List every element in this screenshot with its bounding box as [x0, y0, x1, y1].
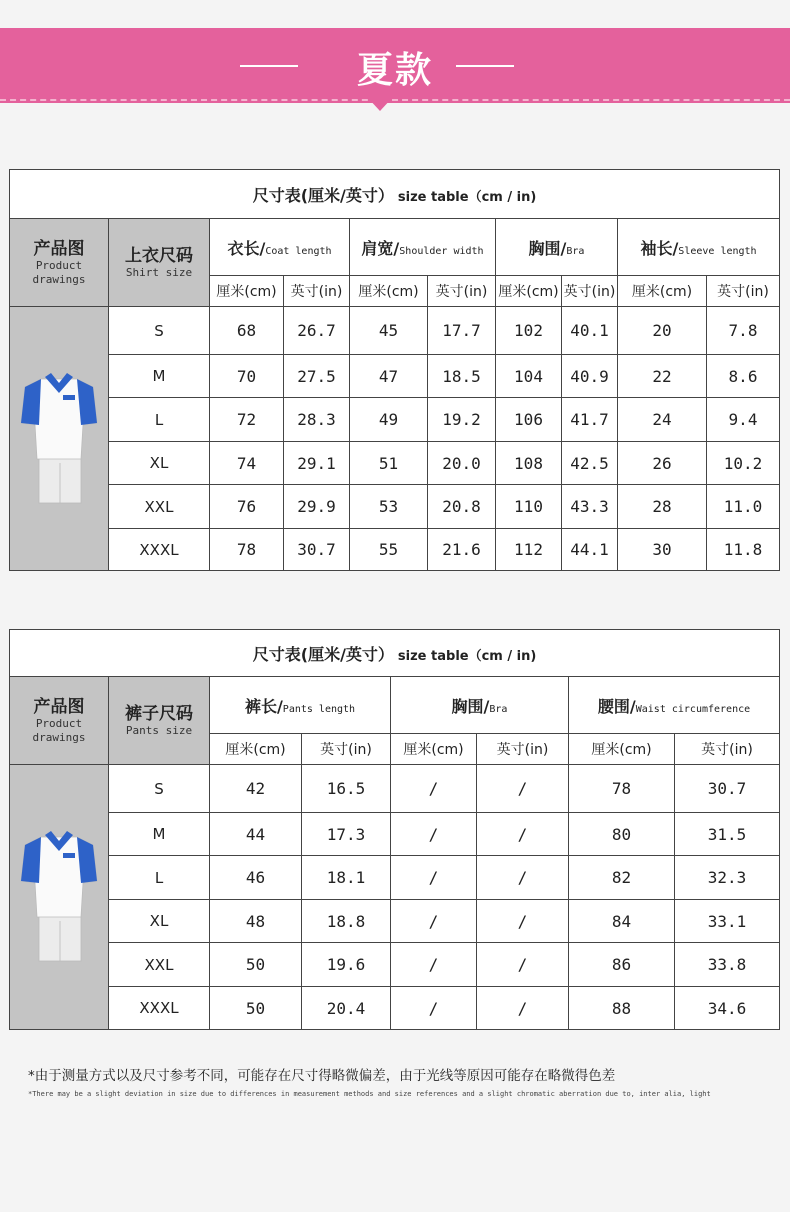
table-title — [10, 170, 780, 219]
product-image-cell — [10, 307, 109, 571]
table-cell: / — [391, 856, 477, 900]
size-label-zh: 上衣尺码 — [125, 245, 193, 266]
shoulder-width-header: 肩宽/Shoulder width — [350, 219, 496, 276]
table-cell: 34.6 — [675, 987, 780, 1030]
table-cell: 30.7 — [675, 765, 780, 813]
table-cell: 21.6 — [428, 529, 496, 571]
size-m: M — [109, 813, 210, 856]
table-cell: 30.7 — [284, 529, 350, 571]
table-cell: 32.3 — [675, 856, 780, 900]
table-cell: 74 — [210, 442, 284, 485]
table-cell: 76 — [210, 485, 284, 529]
table-cell: 49 — [350, 398, 428, 442]
table-cell: 48 — [210, 900, 302, 943]
product-header — [10, 219, 109, 307]
table-cell: 31.5 — [675, 813, 780, 856]
table-cell: 80 — [569, 813, 675, 856]
table-title-en: size table（cm / in) — [397, 189, 537, 205]
table-cell: / — [391, 943, 477, 987]
unit-in: 英寸(in) — [302, 734, 391, 765]
table-cell: 10.2 — [707, 442, 780, 485]
table-cell: 11.8 — [707, 529, 780, 571]
table-cell: 43.3 — [562, 485, 618, 529]
table-cell: 17.7 — [428, 307, 496, 355]
unit-in: 英寸(in) — [477, 734, 569, 765]
table-cell: 44.1 — [562, 529, 618, 571]
table-cell: 108 — [496, 442, 562, 485]
product-label-zh: 产品图 — [33, 238, 85, 259]
size-s: S — [109, 307, 210, 355]
size-xxl: XXL — [109, 485, 210, 529]
table-cell: 50 — [210, 987, 302, 1030]
size-xxxl: XXXL — [109, 529, 210, 571]
table-cell: / — [477, 813, 569, 856]
table-cell: 102 — [496, 307, 562, 355]
unit-in: 英寸(in) — [284, 276, 350, 307]
table-cell: 86 — [569, 943, 675, 987]
table-cell: 72 — [210, 398, 284, 442]
table-cell: 18.8 — [302, 900, 391, 943]
pants-size-table — [9, 629, 780, 1030]
table-cell: 51 — [350, 442, 428, 485]
table-cell: 44 — [210, 813, 302, 856]
table-cell: 8.6 — [707, 355, 780, 398]
unit-in: 英寸(in) — [675, 734, 780, 765]
table-cell: / — [477, 943, 569, 987]
disclaimer-zh: *由于测量方式以及尺寸参考不同，可能存在尺寸得略微偏差，由于光线等原因可能存在略微得色差 — [28, 1068, 616, 1084]
jersey-shirt-image — [19, 367, 99, 507]
table-cell: / — [477, 765, 569, 813]
table-cell: 104 — [496, 355, 562, 398]
product-label-en: Product drawings — [32, 716, 86, 744]
size-m: M — [109, 355, 210, 398]
table-cell: 20 — [618, 307, 707, 355]
unit-cm: 厘米(cm) — [391, 734, 477, 765]
table-cell: 50 — [210, 943, 302, 987]
table-title-zh: 尺寸表(厘米/英寸） — [252, 185, 394, 205]
size-l: L — [109, 856, 210, 900]
table-cell: 7.8 — [707, 307, 780, 355]
table-cell: 29.1 — [284, 442, 350, 485]
table-cell: 42.5 — [562, 442, 618, 485]
table-cell: 20.0 — [428, 442, 496, 485]
table-cell: 20.4 — [302, 987, 391, 1030]
unit-cm: 厘米(cm) — [210, 276, 284, 307]
table-cell: 27.5 — [284, 355, 350, 398]
banner-dashed-border — [0, 99, 790, 101]
table-cell: 40.1 — [562, 307, 618, 355]
product-image-cell — [10, 765, 109, 1030]
table-cell: 20.8 — [428, 485, 496, 529]
table-cell: 41.7 — [562, 398, 618, 442]
table-cell: 78 — [210, 529, 284, 571]
disclaimer-en: *There may be a slight deviation in size due to differences in measurement methods and size references and a slight chromatic aberration due to, inter alia, light — [28, 1090, 711, 1098]
table-cell: 40.9 — [562, 355, 618, 398]
table-cell: 55 — [350, 529, 428, 571]
table-cell: 11.0 — [707, 485, 780, 529]
unit-in: 英寸(in) — [562, 276, 618, 307]
table-cell: 46 — [210, 856, 302, 900]
bra-header: 胸围/Bra — [496, 219, 618, 276]
table-cell: / — [391, 813, 477, 856]
table-cell: 53 — [350, 485, 428, 529]
pants-length-header: 裤长/Pants length — [210, 677, 391, 734]
size-header — [109, 219, 210, 307]
bra-header: 胸围/Bra — [391, 677, 569, 734]
banner-pointer — [367, 97, 393, 111]
table-cell: 110 — [496, 485, 562, 529]
table-cell: 24 — [618, 398, 707, 442]
table-cell: 78 — [569, 765, 675, 813]
table-cell: 33.8 — [675, 943, 780, 987]
table-cell: 70 — [210, 355, 284, 398]
unit-cm: 厘米(cm) — [496, 276, 562, 307]
table-cell: 30 — [618, 529, 707, 571]
banner-title: 夏款 — [356, 50, 433, 91]
size-s: S — [109, 765, 210, 813]
table-cell: 45 — [350, 307, 428, 355]
table-cell: / — [391, 900, 477, 943]
size-label-en: Shirt size — [125, 265, 193, 279]
size-l: L — [109, 398, 210, 442]
size-label-zh: 裤子尺码 — [125, 703, 193, 724]
waist-header: 腰围/Waist circumference — [569, 677, 780, 734]
table-cell: 68 — [210, 307, 284, 355]
table-cell: 26.7 — [284, 307, 350, 355]
size-header — [109, 677, 210, 765]
table-cell: / — [391, 765, 477, 813]
table-title-zh: 尺寸表(厘米/英寸） — [252, 644, 394, 664]
table-cell: 26 — [618, 442, 707, 485]
sleeve-length-header: 袖长/Sleeve length — [618, 219, 780, 276]
unit-cm: 厘米(cm) — [210, 734, 302, 765]
table-cell: 84 — [569, 900, 675, 943]
table-cell: 18.1 — [302, 856, 391, 900]
size-xxxl: XXXL — [109, 987, 210, 1030]
table-cell: 16.5 — [302, 765, 391, 813]
jersey-shirt-image — [19, 825, 99, 965]
shirt-size-table — [9, 169, 780, 571]
table-cell: / — [477, 856, 569, 900]
table-cell: 82 — [569, 856, 675, 900]
table-cell: / — [391, 987, 477, 1030]
table-cell: 112 — [496, 529, 562, 571]
table-cell: / — [477, 900, 569, 943]
table-title-en: size table（cm / in) — [397, 648, 537, 664]
table-title — [10, 630, 780, 677]
table-cell: 18.5 — [428, 355, 496, 398]
product-header — [10, 677, 109, 765]
table-cell: 29.9 — [284, 485, 350, 529]
unit-cm: 厘米(cm) — [569, 734, 675, 765]
table-cell: 33.1 — [675, 900, 780, 943]
size-xl: XL — [109, 442, 210, 485]
table-cell: 17.3 — [302, 813, 391, 856]
table-cell: 28 — [618, 485, 707, 529]
size-label-en: Pants size — [125, 723, 193, 737]
size-xl: XL — [109, 900, 210, 943]
coat-length-header: 衣长/Coat length — [210, 219, 350, 276]
table-cell: 22 — [618, 355, 707, 398]
unit-in: 英寸(in) — [707, 276, 780, 307]
table-cell: / — [477, 987, 569, 1030]
size-xxl: XXL — [109, 943, 210, 987]
unit-in: 英寸(in) — [428, 276, 496, 307]
table-cell: 19.6 — [302, 943, 391, 987]
unit-cm: 厘米(cm) — [618, 276, 707, 307]
table-cell: 9.4 — [707, 398, 780, 442]
table-cell: 42 — [210, 765, 302, 813]
table-cell: 19.2 — [428, 398, 496, 442]
table-cell: 47 — [350, 355, 428, 398]
table-cell: 106 — [496, 398, 562, 442]
table-cell: 88 — [569, 987, 675, 1030]
table-cell: 28.3 — [284, 398, 350, 442]
product-label-zh: 产品图 — [33, 696, 85, 717]
unit-cm: 厘米(cm) — [350, 276, 428, 307]
product-label-en: Product drawings — [32, 258, 86, 286]
